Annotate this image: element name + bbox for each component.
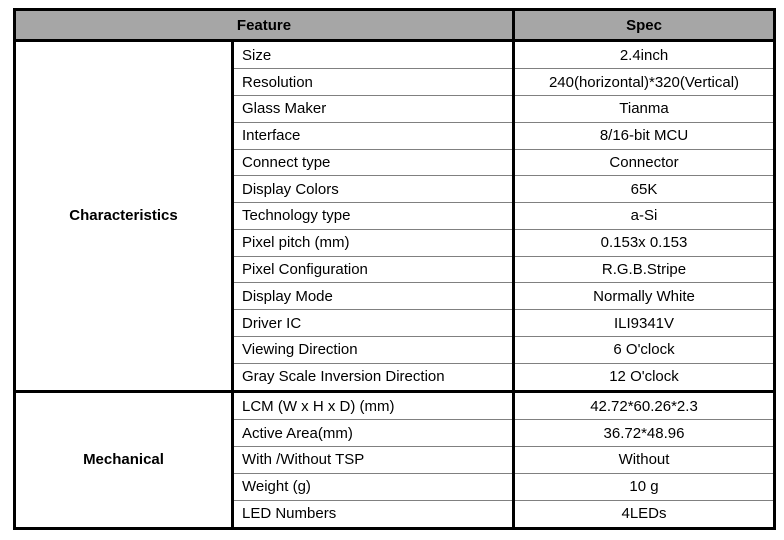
feature-cell: Active Area(mm) <box>233 420 514 447</box>
spec-cell: 42.72*60.26*2.3 <box>514 391 775 419</box>
feature-cell: Technology type <box>233 203 514 230</box>
feature-cell: Pixel pitch (mm) <box>233 229 514 256</box>
feature-cell: Weight (g) <box>233 473 514 500</box>
spec-table <box>13 8 776 530</box>
spec-cell: R.G.B.Stripe <box>514 256 775 283</box>
feature-cell: LCM (W x H x D) (mm) <box>233 391 514 419</box>
feature-cell: Connect type <box>233 149 514 176</box>
header-row <box>15 10 775 41</box>
spec-cell: 12 O'clock <box>514 363 775 391</box>
spec-cell: Connector <box>514 149 775 176</box>
spec-cell: 36.72*48.96 <box>514 420 775 447</box>
feature-cell: Viewing Direction <box>233 336 514 363</box>
feature-cell: Driver IC <box>233 310 514 337</box>
section-label-characteristics: Characteristics <box>15 41 233 392</box>
feature-cell: With /Without TSP <box>233 446 514 473</box>
spec-cell: 2.4inch <box>514 41 775 69</box>
spec-cell: 65K <box>514 176 775 203</box>
feature-cell: Display Colors <box>233 176 514 203</box>
spec-cell: Without <box>514 446 775 473</box>
spec-cell: Tianma <box>514 96 775 123</box>
feature-cell: Pixel Configuration <box>233 256 514 283</box>
spec-cell: 6 O'clock <box>514 336 775 363</box>
table-row <box>15 391 775 419</box>
spec-column-header: Spec <box>514 10 775 41</box>
feature-column-header: Feature <box>15 10 514 41</box>
feature-cell: Interface <box>233 122 514 149</box>
feature-cell: Glass Maker <box>233 96 514 123</box>
feature-cell: LED Numbers <box>233 500 514 528</box>
feature-cell: Resolution <box>233 69 514 96</box>
spec-cell: 240(horizontal)*320(Vertical) <box>514 69 775 96</box>
spec-cell: 0.153x 0.153 <box>514 229 775 256</box>
feature-cell: Display Mode <box>233 283 514 310</box>
feature-cell: Size <box>233 41 514 69</box>
spec-cell: 10 g <box>514 473 775 500</box>
section-label-mechanical: Mechanical <box>15 391 233 528</box>
spec-cell: a-Si <box>514 203 775 230</box>
feature-cell: Gray Scale Inversion Direction <box>233 363 514 391</box>
table-row <box>15 41 775 69</box>
spec-cell: 8/16-bit MCU <box>514 122 775 149</box>
spec-cell: ILI9341V <box>514 310 775 337</box>
spec-cell: Normally White <box>514 283 775 310</box>
spec-cell: 4LEDs <box>514 500 775 528</box>
